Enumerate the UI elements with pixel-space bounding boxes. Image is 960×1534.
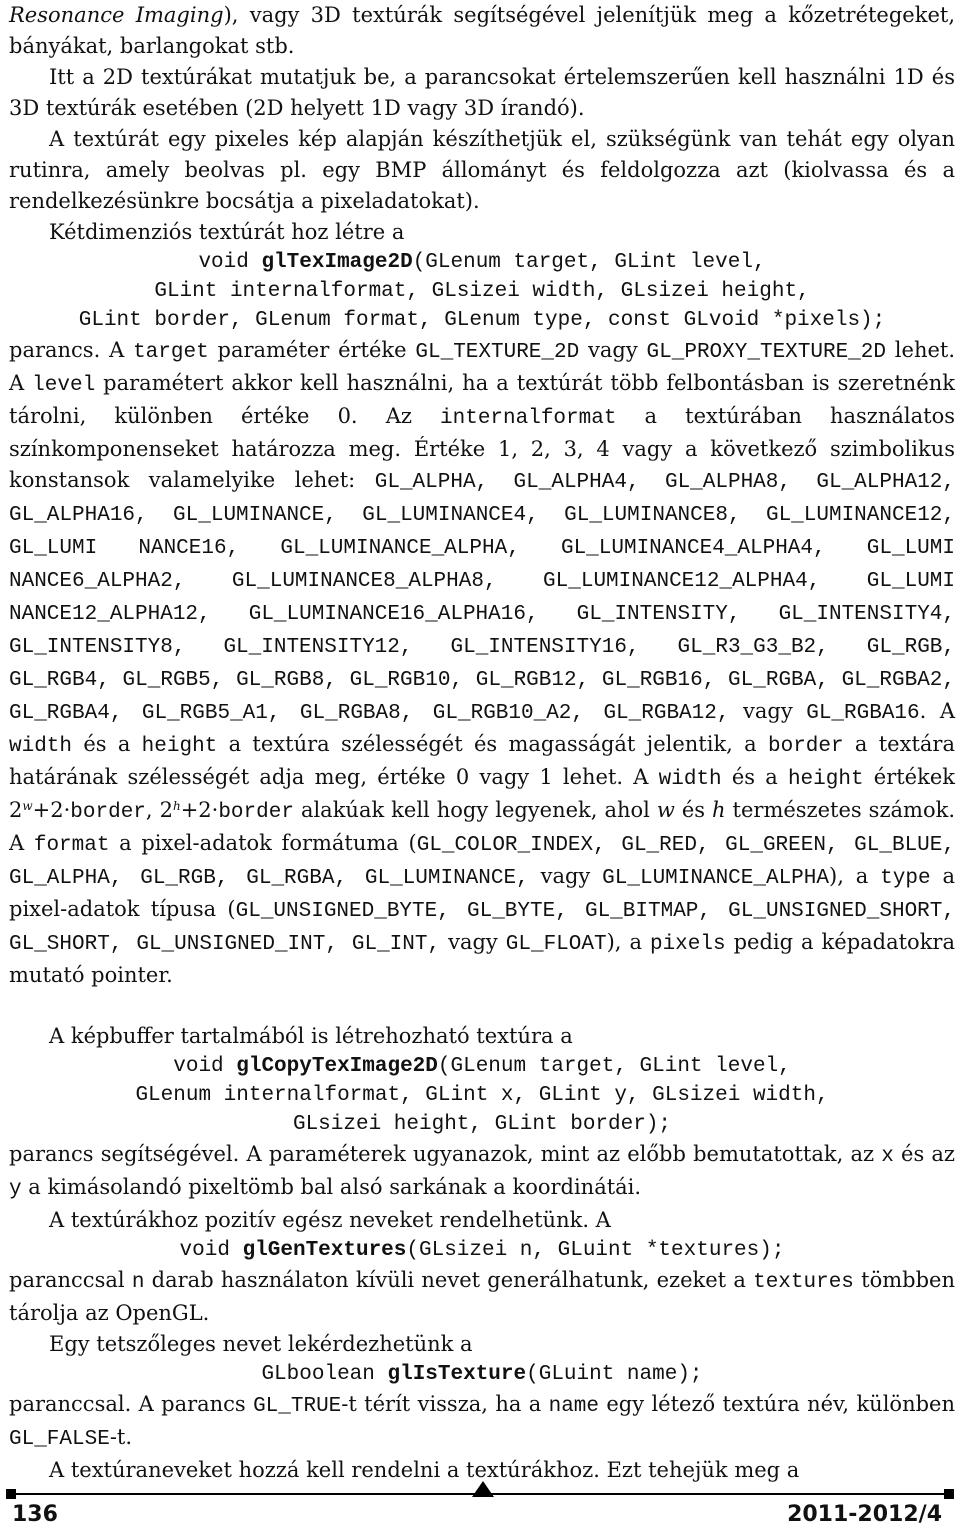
code-line	[9, 1360, 955, 1389]
text-span: paranccsal	[9, 1268, 132, 1292]
text-span: parancs. A	[9, 338, 134, 362]
code-block-glgentextures	[9, 1236, 955, 1265]
text-span: ), a	[606, 930, 650, 954]
paragraph-4: Kétdimenziós textúrát hoz létre a	[49, 220, 405, 244]
text-span: a pixel-adatok formátuma (	[109, 831, 417, 855]
code-span: target	[133, 341, 209, 364]
text-span: Resonance Imaging	[9, 3, 224, 27]
code-text: GLboolean	[261, 1363, 388, 1386]
text-span: és a	[721, 765, 788, 789]
square-marker-icon	[6, 1489, 16, 1499]
code-span: GL_TRUE	[253, 1395, 342, 1418]
text-span: a textúrában használatos színkomponenseket határozza meg. Értéke 1, 2, 3, 4 vagy a következő szimbolikus konstansok valamelyike lehet:	[9, 404, 955, 492]
code-span: border	[218, 801, 294, 824]
code-span: n	[131, 1271, 145, 1294]
code-text: void	[173, 1055, 237, 1078]
text-span: a textára határának szélességét adja meg, értéke 0 vagy 1 lehet. A	[9, 732, 955, 789]
text-span: +2·	[180, 798, 219, 822]
code-line	[9, 1052, 955, 1081]
triangle-marker-icon	[472, 1481, 494, 1497]
code-span: height	[141, 735, 218, 758]
code-span: GL_FLOAT	[505, 933, 607, 956]
text-span: vagy	[579, 338, 647, 362]
issue-number: 2011-2012/4	[787, 1502, 942, 1527]
code-span: textures	[753, 1271, 854, 1294]
paragraph-8: A textúrákhoz pozitív egész neveket rendelhetünk. A	[49, 1208, 611, 1232]
text-span: parancs segítségével. A paraméterek ugyanazok, mint az előbb bemutatottak, az	[9, 1142, 882, 1166]
paragraph-2: Itt a 2D textúrákat mutatjuk be, a parancsokat értelemszerűen kell használni 1D és 3D textúrák esetében (2D helyett 1D vagy 3D írandó).	[9, 65, 955, 120]
paragraph-5	[9, 335, 955, 991]
code-span: border	[70, 801, 146, 824]
text-span: vagy	[528, 864, 603, 888]
text-span: a kimásolandó pixeltömb bal alsó sarkának a koordinátái.	[21, 1175, 642, 1199]
text-span: alakúak kell hogy legyenek, ahol	[293, 798, 657, 822]
text-span: a textúra szélességét és magasságát jelentik, a	[217, 732, 768, 756]
code-span: GL_COLOR_INDEX, GL_RED, GL_GREEN, GL_BLUE, GL_ALPHA, GL_RGB, GL_RGBA, GL_LUMINANCE,	[9, 834, 955, 890]
code-text: void	[179, 1239, 243, 1262]
code-span: GL_PROXY_TEXTURE_2D	[646, 341, 886, 364]
code-span: pixels	[649, 933, 726, 956]
code-span: border	[767, 735, 844, 758]
code-block-glteximage2d	[9, 248, 955, 335]
paragraph-7	[9, 1139, 955, 1205]
text-span: pedig a képadatokra mutató pointer.	[9, 930, 955, 987]
code-span: internalformat	[440, 407, 617, 430]
code-span: GL_LUMINANCE_ALPHA	[602, 867, 829, 890]
text-span: paramétert akkor kell használni, ha a textúrát több felbontásban is szeretnénk tárolni, különben értéke 0. Az	[9, 371, 955, 428]
document-page	[9, 0, 955, 1486]
paragraph-gap	[9, 991, 955, 1021]
text-span: egy létező textúra név, különben	[599, 1392, 955, 1416]
code-text: (GLuint name);	[526, 1363, 703, 1386]
code-span: x	[881, 1145, 894, 1168]
text-span: paranccsal. A parancs	[9, 1392, 254, 1416]
superscript: w	[22, 799, 33, 813]
paragraph-10: Egy tetszőleges nevet lekérdezhetünk a	[49, 1332, 473, 1356]
text-span: és	[674, 798, 713, 822]
code-span: width	[658, 768, 722, 791]
code-text: (GLenum target, GLint level,	[412, 251, 766, 274]
text-span: természetes számok. A	[9, 798, 956, 855]
function-name: glTexImage2D	[261, 251, 413, 274]
code-span: height	[787, 768, 864, 791]
code-span: format	[33, 834, 110, 857]
text-span: lehet. A	[9, 338, 956, 395]
code-line	[9, 1236, 955, 1265]
code-text: (GLsizei n, GLuint *textures);	[406, 1239, 785, 1262]
text-span: +2·	[32, 798, 71, 822]
code-span: name	[548, 1395, 600, 1418]
paragraph-3: A textúrát egy pixeles kép alapján készíthetjük el, szükségünk van tehát egy olyan rutinra, amely beolvas pl. egy BMP állományt és feldolgozza azt (kiolvassa és a rendelkezésünkre bocsátja a pixeladatokat).	[9, 127, 955, 213]
text-span: -t.	[109, 1425, 133, 1449]
code-line	[9, 248, 955, 277]
code-text: void	[198, 251, 262, 274]
text-span: -t térít vissza, ha a	[341, 1392, 549, 1416]
page-number: 136	[12, 1502, 58, 1527]
paragraph-12: A textúraneveket hozzá kell rendelni a textúrákhoz. Ezt tehejük meg a	[49, 1458, 800, 1482]
code-line: GLint internalformat, GLsizei width, GLsizei height,	[154, 280, 810, 303]
code-span: y	[9, 1178, 22, 1201]
text-span: értékek 2	[9, 765, 955, 822]
code-block-glistexture	[9, 1360, 955, 1389]
function-name: glGenTextures	[242, 1239, 407, 1262]
text-span: és a	[72, 732, 142, 756]
code-span: type	[880, 867, 931, 890]
page-footer	[0, 1478, 960, 1534]
italic-var: w	[656, 798, 675, 822]
square-marker-icon	[944, 1489, 954, 1499]
text-span: vagy	[729, 699, 807, 723]
code-span: GL_ALPHA, GL_ALPHA4, GL_ALPHA8, GL_ALPHA12, GL_ALPHA16, GL_LUMINANCE, GL_LUMINANCE4, GL_LUMINANCE8, GL_LUMINANCE12, GL_LUMI NANCE16, GL_LUMINANCE_ALPHA, GL_LUMINANCE4_ALPHA4, GL_LUMI NANCE6_ALPHA2, GL_LUMINANCE8_ALPHA8, GL_LUMINANCE12_ALPHA4, GL_LUMI NANCE12_ALPHA12, GL_LUMINANCE16_ALPHA16, GL_INTENSITY, GL_INTENSITY4, GL_INTENSITY8, GL_INTENSITY12, GL_INTENSITY16, GL_R3_G3_B2, GL_RGB, GL_RGB4, GL_RGB5, GL_RGB8, GL_RGB10, GL_RGB12, GL_RGB16, GL_RGBA, GL_RGBA2, GL_RGBA4, GL_RGB5_A1, GL_RGBA8, GL_RGB10_A2, GL_RGBA12,	[9, 471, 955, 725]
code-span: level	[32, 374, 96, 397]
code-span: GL_UNSIGNED_BYTE, GL_BYTE, GL_BITMAP, GL_UNSIGNED_SHORT, GL_SHORT, GL_UNSIGNED_INT, GL_INT,	[9, 900, 955, 956]
code-text: (GLenum target, GLint level,	[437, 1055, 791, 1078]
code-line: GLsizei height, GLint border);	[292, 1113, 672, 1136]
text-span: ), vagy 3D textúrák segítségével jelenítjük meg a kőzetrétegeket, bányákat, barlangokat stb.	[9, 3, 955, 58]
text-span: , 2	[145, 798, 173, 822]
text-span: . A	[919, 699, 955, 723]
text-span: tömbben tárolja az OpenGL.	[9, 1268, 955, 1325]
paragraph-1	[9, 0, 955, 62]
paragraph-9	[9, 1265, 955, 1329]
code-span: width	[9, 735, 73, 758]
code-span: GL_RGBA16	[806, 702, 920, 725]
italic-var: h	[712, 798, 726, 822]
code-span: GL_FALSE	[9, 1428, 110, 1451]
text-span: ), a	[829, 864, 881, 888]
function-name: glIsTexture	[387, 1363, 527, 1386]
text-span: a pixel-adatok típusa (	[9, 864, 955, 921]
superscript: h	[172, 799, 181, 813]
text-span: paraméter értéke	[208, 338, 416, 362]
paragraph-11	[9, 1389, 955, 1455]
function-name: glCopyTexImage2D	[236, 1055, 438, 1078]
code-block-glcopyteximage2d	[9, 1052, 955, 1139]
paragraph-6: A képbuffer tartalmából is létrehozható textúra a	[49, 1024, 573, 1048]
code-span: GL_TEXTURE_2D	[415, 341, 580, 364]
text-span: vagy	[440, 930, 506, 954]
code-line: GLint border, GLenum format, GLenum type, const GLvoid *pixels);	[78, 309, 886, 332]
text-span: darab használaton kívüli nevet generálhatunk, ezeket a	[144, 1268, 754, 1292]
text-span: és az	[893, 1142, 955, 1166]
code-line: GLenum internalformat, GLint x, GLint y, GLsizei width,	[135, 1084, 829, 1107]
